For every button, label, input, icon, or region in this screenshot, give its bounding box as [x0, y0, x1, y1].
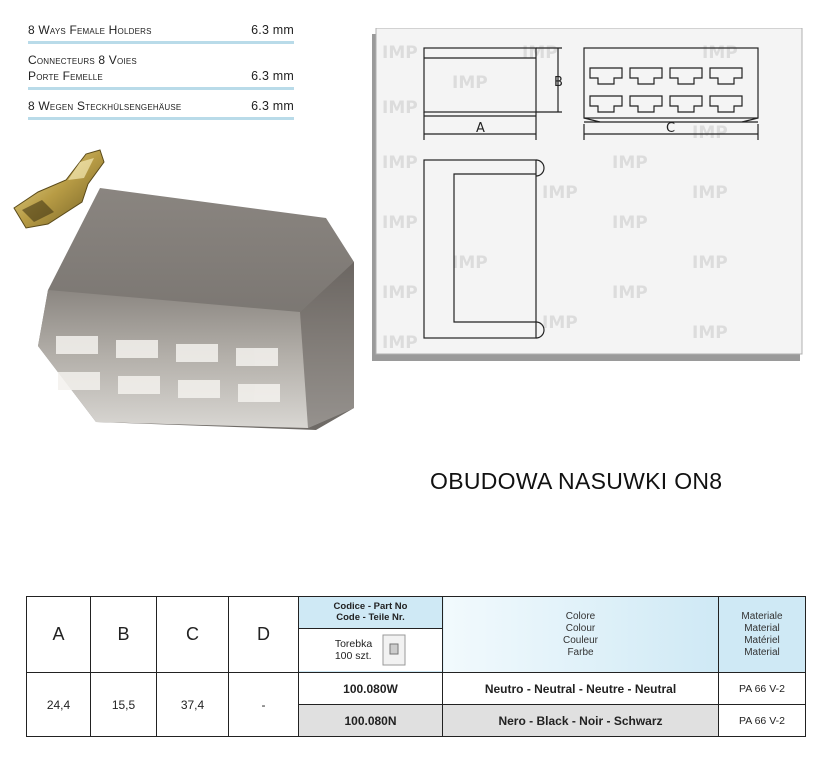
housing-image — [38, 188, 354, 430]
product-title: OBUDOWA NASUWKI ON8 — [430, 468, 723, 494]
product-photo — [8, 140, 368, 440]
header-value-de: 6.3 mm — [251, 99, 294, 113]
watermark-imp: IMP — [692, 183, 728, 203]
code-header-line1: Codice - Part No — [333, 601, 408, 612]
pack-label-line2: 100 szt. — [334, 650, 372, 662]
material-header-it: Materiale — [741, 610, 783, 622]
dim-d-value: - — [229, 673, 299, 737]
material-header-fr: Matériel — [744, 634, 780, 646]
watermark-imp: IMP — [452, 253, 488, 273]
dimension-label-b: B — [554, 75, 563, 90]
watermark-imp: IMP — [692, 123, 728, 143]
material-value: PA 66 V-2 — [719, 673, 806, 705]
material-header-de: Material — [744, 646, 780, 658]
watermark-imp: IMP — [612, 283, 648, 303]
watermark-imp: IMP — [692, 253, 728, 273]
col-header-code — [299, 597, 443, 673]
watermark-imp: IMP — [612, 213, 648, 233]
col-header-material — [719, 597, 806, 673]
part-code: 100.080N — [299, 705, 443, 737]
col-header-d: D — [229, 597, 299, 673]
dimension-label-c: C — [666, 121, 676, 136]
material-header-en: Material — [744, 622, 780, 634]
dim-a-value: 24,4 — [27, 673, 91, 737]
watermark-imp: IMP — [382, 43, 418, 63]
watermark-imp: IMP — [452, 73, 488, 93]
technical-drawing — [372, 28, 804, 361]
table-header-row — [27, 597, 806, 673]
watermark-imp: IMP — [542, 313, 578, 333]
colour-header-en: Colour — [565, 622, 596, 634]
watermark-imp: IMP — [692, 323, 728, 343]
watermark-imp: IMP — [382, 333, 418, 353]
watermark-imp: IMP — [612, 153, 648, 173]
colour-value: Nero - Black - Noir - Schwarz — [443, 705, 719, 737]
col-header-b: B — [91, 597, 157, 673]
colour-header-it: Colore — [565, 610, 596, 622]
dim-c-value: 37,4 — [157, 673, 229, 737]
spec-table — [26, 596, 806, 737]
header-rule — [28, 87, 294, 90]
col-header-c: C — [157, 597, 229, 673]
header-label-fr-1: Connecteurs 8 Voies — [28, 53, 137, 67]
watermark-imp: IMP — [522, 43, 558, 63]
colour-value: Neutro - Neutral - Neutre - Neutral — [443, 673, 719, 705]
part-code: 100.080W — [299, 673, 443, 705]
material-value: PA 66 V-2 — [719, 705, 806, 737]
col-header-colour — [443, 597, 719, 673]
col-header-a: A — [27, 597, 91, 673]
dim-b-value: 15,5 — [91, 673, 157, 737]
watermark-imp: IMP — [702, 43, 738, 63]
code-header-line2: Code - Teile Nr. — [336, 612, 405, 623]
colour-header-fr: Couleur — [562, 634, 599, 646]
watermark-imp: IMP — [542, 183, 578, 203]
header-row-1 — [28, 22, 294, 44]
header-label-fr-2: Porte Femelle — [28, 69, 103, 83]
bag-icon — [382, 634, 406, 666]
header-row-2 — [28, 52, 294, 90]
header-value-fr: 6.3 mm — [251, 69, 294, 83]
header-label-de: 8 Wegen Steckhülsengehäuse — [28, 99, 182, 113]
watermark-imp: IMP — [382, 98, 418, 118]
dimension-label-a: A — [476, 121, 485, 136]
colour-header-de: Farbe — [567, 646, 594, 658]
watermark-imp: IMP — [382, 153, 418, 173]
pack-label-line1: Torebka — [334, 638, 373, 650]
watermark-imp: IMP — [382, 283, 418, 303]
header-row-3 — [28, 98, 294, 120]
header-label-en: 8 Ways Female Holders — [28, 23, 152, 37]
watermark-imp: IMP — [382, 213, 418, 233]
header-value-en: 6.3 mm — [251, 23, 294, 37]
header-rule — [28, 41, 294, 44]
header-rule — [28, 117, 294, 120]
table-row — [27, 673, 806, 705]
